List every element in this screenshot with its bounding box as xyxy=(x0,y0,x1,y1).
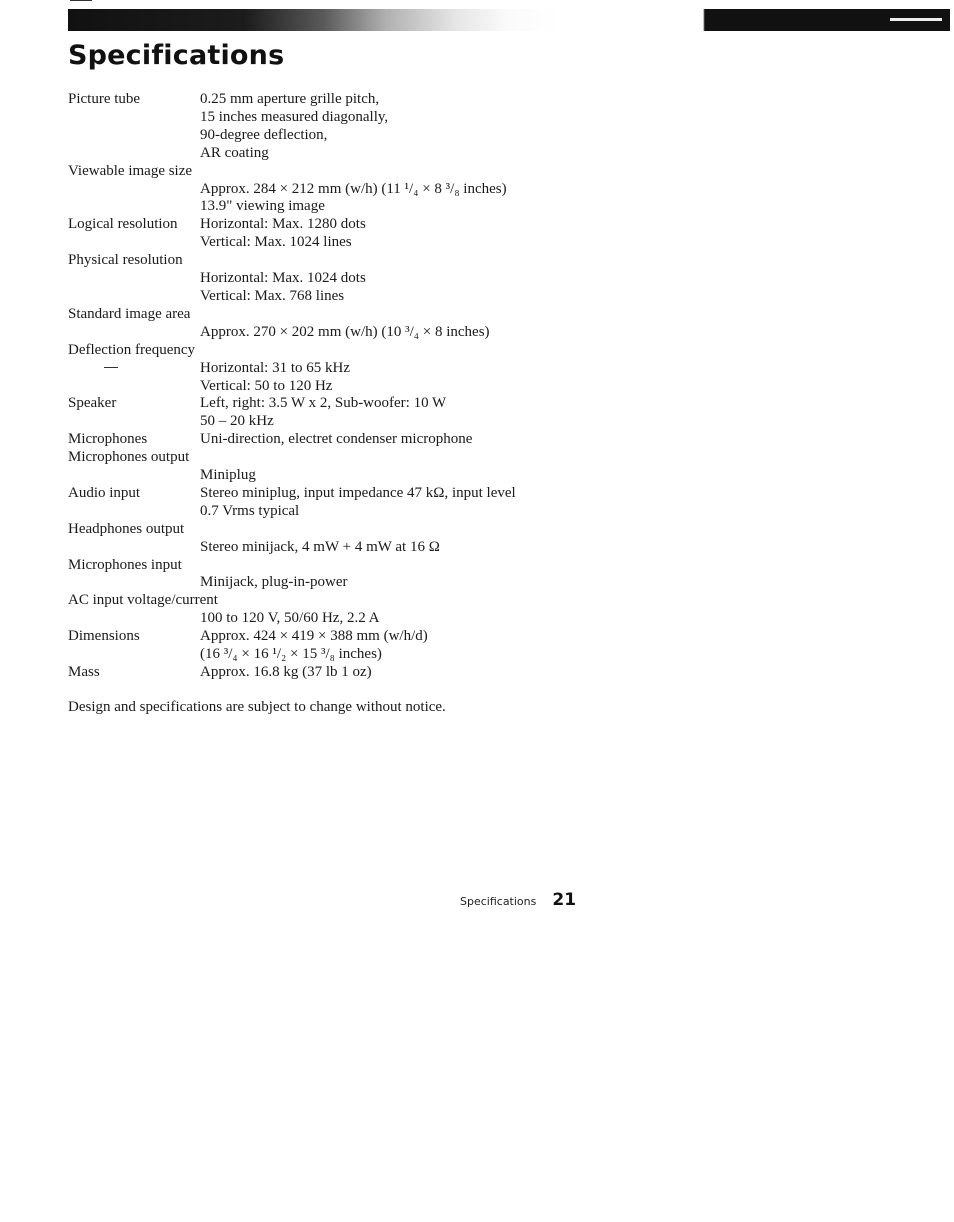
spec-value xyxy=(68,628,588,664)
spec-label: Dimensions xyxy=(68,628,140,645)
spec-value-line: 0.7 Vrms typical xyxy=(200,502,300,519)
spec-row xyxy=(68,216,588,252)
spec-label: Microphones output xyxy=(68,449,190,466)
spec-value-line: 15 inches measured diagonally, xyxy=(200,108,389,125)
spec-label: Audio input xyxy=(68,484,141,501)
spec-value-line: (16 ³/₄ × 16 ¹/₂ × 15 ³/₈ inches) xyxy=(200,646,382,663)
spec-value-line: Vertical: Max. 1024 lines xyxy=(200,234,352,251)
spec-value-line: Approx. 424 × 419 × 388 mm (w/h/d) xyxy=(200,628,428,645)
spec-row xyxy=(68,91,588,163)
header-bar-mark xyxy=(890,18,942,21)
change-notice: Design and specifications are subject to change without notice. xyxy=(68,699,446,715)
spec-value-line: 50 – 20 kHz xyxy=(200,413,274,430)
top-rule xyxy=(70,0,92,1)
footer-section-label: Specifications xyxy=(460,895,537,908)
spec-label: Logical resolution xyxy=(68,216,178,233)
spec-label: Deflection frequency xyxy=(68,341,196,358)
spec-value-line: Approx. 16.8 kg (37 lb 1 oz) xyxy=(200,664,372,680)
spec-value xyxy=(68,91,588,163)
page-number: 21 xyxy=(552,890,577,910)
spec-value-line: Stereo miniplug, input impedance 47 kΩ, input level xyxy=(200,484,516,501)
spec-value xyxy=(68,270,588,306)
spec-row xyxy=(68,395,588,431)
dash-mark xyxy=(104,367,118,368)
spec-row xyxy=(68,431,588,449)
spec-value-line: Minijack, plug-in-power xyxy=(200,574,348,591)
page-footer xyxy=(460,890,576,910)
spec-value-line: Miniplug xyxy=(200,467,256,484)
spec-value-line: 100 to 120 V, 50/60 Hz, 2.2 A xyxy=(200,610,380,627)
spec-value xyxy=(68,574,588,592)
spec-label: Standard image area xyxy=(68,305,191,322)
spec-row xyxy=(68,592,588,628)
spec-row xyxy=(68,664,588,682)
spec-value-line: Horizontal: Max. 1024 dots xyxy=(200,270,366,287)
spec-value-line: Horizontal: 31 to 65 kHz xyxy=(200,359,350,376)
spec-value-line: Uni-direction, electret condenser microphone xyxy=(200,431,473,448)
spec-label: Headphones output xyxy=(68,520,185,537)
spec-row xyxy=(68,252,588,306)
spec-label: Viewable image size xyxy=(68,162,193,179)
spec-value-line: AR coating xyxy=(200,144,269,161)
spec-row xyxy=(68,449,588,485)
spec-label: Picture tube xyxy=(68,91,141,107)
spec-value-line: Stereo minijack, 4 mW + 4 mW at 16 Ω xyxy=(200,538,440,555)
spec-value xyxy=(68,664,588,682)
header-bar xyxy=(68,9,950,31)
spec-value-line: Vertical: 50 to 120 Hz xyxy=(200,377,333,394)
spec-label: Speaker xyxy=(68,395,117,412)
spec-value xyxy=(68,360,588,396)
spec-value-line: 0.25 mm aperture grille pitch, xyxy=(200,91,380,107)
spec-label: Physical resolution xyxy=(68,252,183,269)
spec-row xyxy=(68,306,588,342)
spec-value-line: Approx. 270 × 202 mm (w/h) (10 ³/₄ × 8 inches) xyxy=(200,323,490,340)
spec-label: Microphones xyxy=(68,431,148,448)
spec-row xyxy=(68,557,588,593)
spec-value-line: 90-degree deflection, xyxy=(200,126,328,143)
specifications-list xyxy=(68,91,588,682)
spec-value xyxy=(68,395,588,431)
spec-row xyxy=(68,485,588,521)
page-title: Specifications xyxy=(68,40,285,71)
spec-label: Microphones input xyxy=(68,556,182,573)
spec-value-line: Left, right: 3.5 W x 2, Sub-woofer: 10 W xyxy=(200,395,447,412)
spec-value-line: Horizontal: Max. 1280 dots xyxy=(200,216,366,233)
spec-value-line: Vertical: Max. 768 lines xyxy=(200,287,345,304)
spec-row xyxy=(68,628,588,664)
spec-label: Mass xyxy=(68,664,100,680)
spec-row xyxy=(68,342,588,396)
spec-value xyxy=(68,467,588,485)
spec-row xyxy=(68,521,588,557)
spec-value xyxy=(68,485,588,521)
spec-value xyxy=(68,324,588,342)
spec-value-line: Approx. 284 × 212 mm (w/h) (11 ¹/₄ × 8 ³/₈ inches) xyxy=(200,180,507,197)
spec-value xyxy=(68,181,588,217)
spec-value xyxy=(68,610,588,628)
spec-label: AC input voltage/current xyxy=(68,592,218,609)
spec-row xyxy=(68,163,588,217)
spec-value xyxy=(68,539,588,557)
spec-value-line: 13.9" viewing image xyxy=(200,198,325,215)
